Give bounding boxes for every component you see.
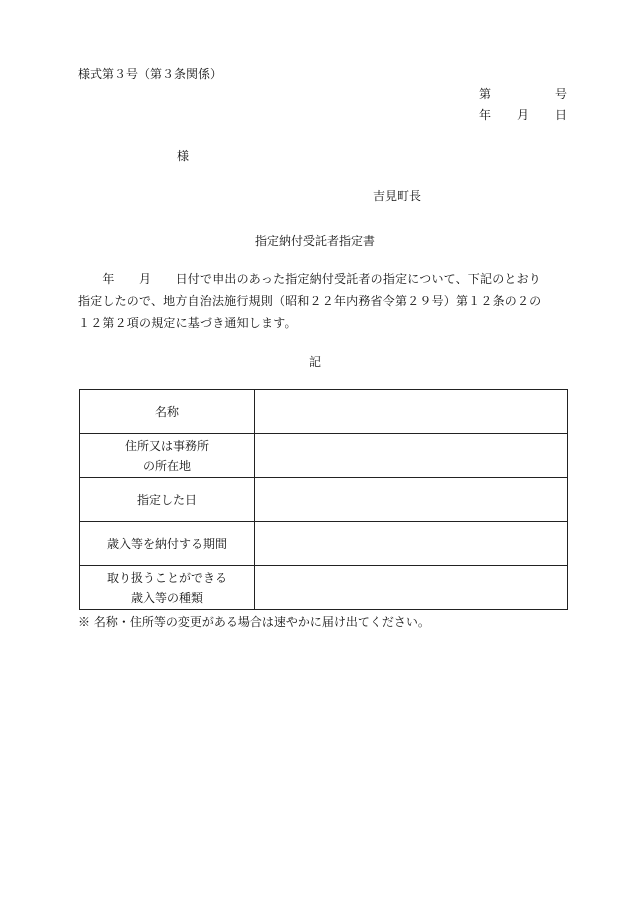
table-row [80, 390, 568, 434]
issuer: 吉見町長 [373, 189, 422, 203]
date-year: 年 [479, 108, 492, 122]
date-month: 月 [517, 108, 530, 122]
table-row [80, 434, 568, 478]
row-value-designation-date [255, 478, 568, 522]
body-paragraph [78, 268, 570, 334]
footnote: ※ 名称・住所等の変更がある場合は速やかに届け出てください。 [78, 615, 430, 629]
row-label-revenue-types [80, 566, 255, 610]
label-line: 歳入等を納付する期間 [106, 536, 227, 551]
doc-number-suffix: 号 [555, 87, 568, 101]
row-label-address [80, 434, 255, 478]
table-row [80, 478, 568, 522]
label-line: 住所又は事務所 [124, 438, 209, 453]
body-line: １２第２項の規定に基づき通知します。 [78, 316, 297, 330]
label-line: 取り扱うことができる [106, 570, 227, 585]
addressee-suffix: 様 [177, 149, 190, 163]
label-line: の所在地 [142, 458, 191, 473]
label-line: 指定した日 [136, 492, 197, 507]
body-line: 指定したので、地方自治法施行規則（昭和２２年内務省令第２９号）第１２条の２の [78, 294, 542, 308]
document-title: 指定納付受託者指定書 [254, 234, 375, 248]
doc-number-prefix: 第 [479, 87, 492, 101]
body-line: 年 月 日付で申出のあった指定納付受託者の指定について、下記のとおり [78, 272, 542, 286]
row-value-name [255, 390, 568, 434]
row-value-revenue-types [255, 566, 568, 610]
row-label-payment-period [80, 522, 255, 566]
ki-heading: 記 [308, 355, 321, 369]
row-value-payment-period [255, 522, 568, 566]
table-row [80, 522, 568, 566]
details-table [79, 389, 568, 610]
row-label-designation-date [80, 478, 255, 522]
table-row [80, 566, 568, 610]
date-day: 日 [555, 108, 568, 122]
row-value-address [255, 434, 568, 478]
form-number: 様式第３号（第３条関係） [78, 67, 223, 81]
label-line: 名称 [154, 404, 179, 419]
row-label-name [80, 390, 255, 434]
label-line: 歳入等の種類 [130, 590, 203, 605]
